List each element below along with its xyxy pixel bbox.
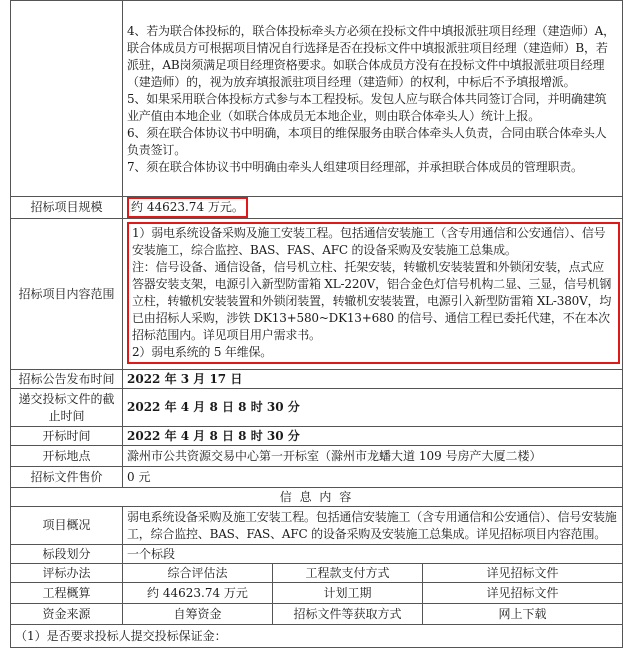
note-7: 7、须在联合体协议书中明确由牵头人组建项目经理部，并承担联合体成员的管理职责。 (127, 160, 583, 174)
overview-label: 项目概况 (11, 507, 123, 545)
info-header-row (11, 488, 623, 507)
scale-label: 招标项目规模 (11, 197, 123, 219)
eval-value: 综合评估法 (123, 564, 273, 583)
fund-value: 自筹资金 (123, 604, 273, 625)
opening-time-value: 2022 年 4 月 8 日 8 时 30 分 (123, 427, 623, 446)
section-row (11, 545, 623, 564)
info-header: 信 息 内 容 (11, 488, 623, 507)
scope-item-2: 2）弱电系统的 5 年维保。 (132, 345, 273, 359)
eval-label: 评标办法 (11, 564, 123, 583)
note-5: 5、如果采用联合体投标方式参与本工程投标。发包人应与联合体共同签订合同，并明确建筑业产值由本地企业（如联合体成员无本地企业，则由联合体牵头人）统计上报。 (127, 92, 607, 123)
tender-info-table (10, 0, 623, 648)
scope-label: 招标项目内容范围 (11, 219, 123, 370)
announce-value: 2022 年 3 月 17 日 (123, 370, 623, 389)
announce-row (11, 370, 623, 389)
doc-price-value: 0 元 (123, 467, 623, 488)
period-label: 计划工期 (273, 583, 423, 604)
tender-document (10, 0, 622, 648)
announce-label: 招标公告发布时间 (11, 370, 123, 389)
footer-question: （1）是否要求投标人提交投标保证金： (11, 625, 623, 648)
notes-row (11, 1, 623, 197)
period-value: 详见招标文件 (423, 583, 623, 604)
section-value: 一个标段 (123, 545, 623, 564)
budget-label: 工程概算 (11, 583, 123, 604)
eval-row (11, 564, 623, 583)
opening-place-value: 滁州市公共资源交易中心第一开标室（滁州市龙蟠大道 109 号房产大厦二楼） (123, 446, 623, 467)
fund-label: 资金来源 (11, 604, 123, 625)
footer-row (11, 625, 623, 648)
opening-time-row (11, 427, 623, 446)
opening-place-row (11, 446, 623, 467)
deadline-row (11, 389, 623, 427)
doc-price-row (11, 467, 623, 488)
deadline-value: 2022 年 4 月 8 日 8 时 30 分 (123, 389, 623, 427)
payment-value: 详见招标文件 (423, 564, 623, 583)
obtain-value: 网上下载 (423, 604, 623, 625)
budget-row (11, 583, 623, 604)
overview-row (11, 507, 623, 545)
note-4: 4、若为联合体投标的，联合体投标牵头方必须在投标文件中填报派驻项目经理（建造师）A，联合体成员方可根据项目情况自行选择是否在投标文件中填报派驻项目经理（建造师）B，若派驻，AB岗须满足项目经理资格要求。如联合体成员方没有在投标文件中填报派驻项目经理（建造师）的，视为放弃填报派驻项目经理（建造师）的权利，中标后不予填报增派。 (127, 24, 615, 89)
note-6: 6、须在联合体协议书中明确，本项目的维保服务由联合体牵头人负责，合同由联合体牵头人负责签订。 (127, 126, 607, 157)
obtain-label: 招标文件等获取方式 (273, 604, 423, 625)
joint-venture-notes (123, 1, 623, 197)
budget-value: 约 44623.74 万元 (123, 583, 273, 604)
opening-time-label: 开标时间 (11, 427, 123, 446)
section-label: 标段划分 (11, 545, 123, 564)
scope-item-1: 1）弱电系统设备采购及施工安装工程。包括通信安装施工（含专用通信和公安通信）、信号安装施工，综合监控、BAS、FAS、AFC 的设备采购及安装施工总集成。 (132, 226, 606, 257)
fund-row (11, 604, 623, 625)
scale-value: 约 44623.74 万元。 (127, 197, 248, 218)
scope-note: 注：信号设备、通信设备，信号机立柱、托架安装，转辙机安装装置和外锁闭安装，点式应答器安装支架，电源引入新型防雷箱 XL-220V，铝合金色灯信号机构二显、三显，信号机钢立柱，转辙机安装装置和外锁闭装置，转辙机安装装置，电源引入新型防雷箱 XL-380V，均已由招标人采购，涉铁 DK13+580~DK13+680 的信号、通信工程已委托代建，不在本次招标范围内。详见项目用户需求书。 (132, 260, 612, 342)
deadline-label: 递交投标文件的截止时间 (11, 389, 123, 427)
opening-place-label: 开标地点 (11, 446, 123, 467)
scale-row (11, 197, 623, 219)
payment-label: 工程款支付方式 (273, 564, 423, 583)
doc-price-label: 招标文件售价 (11, 467, 123, 488)
scope-highlight-box (127, 222, 620, 364)
scope-row (11, 219, 623, 370)
overview-value: 弱电系统设备采购及施工安装工程。包括通信安装施工（含专用通信和公安通信）、信号安装施工，综合监控、BAS、FAS、AFC 的设备采购及安装施工总集成。详见招标项目内容范围。 (123, 507, 623, 545)
